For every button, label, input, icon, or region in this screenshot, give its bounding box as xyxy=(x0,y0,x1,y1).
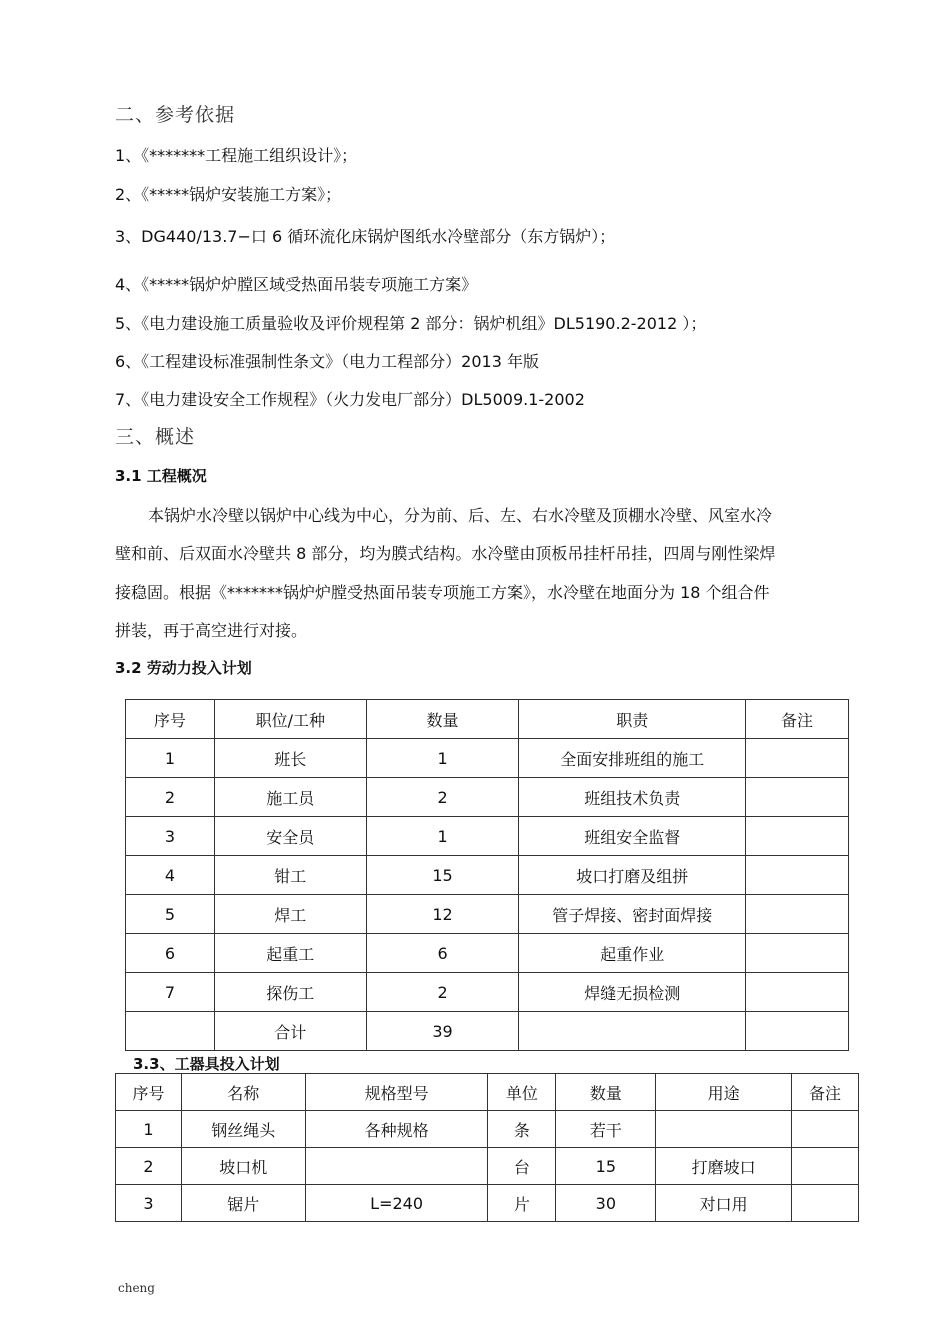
table-cell: 2 xyxy=(366,778,519,817)
table-cell: 15 xyxy=(366,856,519,895)
tools-plan-table xyxy=(115,1073,859,1222)
table-cell: 对口用 xyxy=(656,1185,792,1222)
table-row xyxy=(126,973,849,1012)
table-cell xyxy=(746,856,849,895)
header-cell: 单位 xyxy=(488,1074,556,1111)
reference-item: 7、《电力建设安全工作规程》（火力发电厂部分）DL5009.1-2002 xyxy=(115,390,585,409)
reference-item: 2、《*****锅炉安装施工方案》； xyxy=(115,185,342,204)
table-cell: 3 xyxy=(126,817,215,856)
header-cell: 备注 xyxy=(746,700,849,739)
table-cell: 合计 xyxy=(214,1012,366,1051)
subsection-heading-tools-plan: 3.3、工器具投入计划 xyxy=(133,1055,280,1073)
table-cell xyxy=(792,1111,859,1148)
header-cell: 数量 xyxy=(556,1074,656,1111)
header-cell: 职位/工种 xyxy=(214,700,366,739)
table-cell: 班组安全监督 xyxy=(519,817,746,856)
table-row xyxy=(126,739,849,778)
table-header-row xyxy=(116,1074,859,1111)
table-cell: 2 xyxy=(366,973,519,1012)
table-cell: 1 xyxy=(366,739,519,778)
subsection-heading-labor-plan: 3.2 劳动力投入计划 xyxy=(115,659,252,677)
table-cell: 39 xyxy=(366,1012,519,1051)
table-cell: 1 xyxy=(116,1111,182,1148)
table-cell: 1 xyxy=(126,739,215,778)
table-cell: 安全员 xyxy=(214,817,366,856)
page-footer-text: cheng xyxy=(118,1281,155,1295)
reference-item: 3、DG440/13.7−口 6 循环流化床锅炉图纸水冷壁部分（东方锅炉）； xyxy=(115,227,616,246)
table-cell: 班组技术负责 xyxy=(519,778,746,817)
table-cell: 1 xyxy=(366,817,519,856)
header-cell: 名称 xyxy=(181,1074,305,1111)
table-cell: 若干 xyxy=(556,1111,656,1148)
table-row xyxy=(116,1148,859,1185)
table-cell: 6 xyxy=(366,934,519,973)
header-cell: 序号 xyxy=(116,1074,182,1111)
reference-item: 4、《*****锅炉炉膛区域受热面吊装专项施工方案》 xyxy=(115,275,478,294)
table-cell: 钢丝绳头 xyxy=(181,1111,305,1148)
table-cell xyxy=(126,1012,215,1051)
table-cell xyxy=(746,895,849,934)
labor-plan-table xyxy=(125,699,849,1051)
reference-item: 1、《*******工程施工组织设计》； xyxy=(115,146,358,165)
header-cell: 数量 xyxy=(366,700,519,739)
table-cell: 条 xyxy=(488,1111,556,1148)
table-cell: 钳工 xyxy=(214,856,366,895)
table-cell xyxy=(656,1111,792,1148)
table-cell: 各种规格 xyxy=(305,1111,488,1148)
table-cell xyxy=(746,1012,849,1051)
table-cell xyxy=(519,1012,746,1051)
table-header-row xyxy=(126,700,849,739)
table-cell: 片 xyxy=(488,1185,556,1222)
table-cell xyxy=(792,1148,859,1185)
table-cell: 台 xyxy=(488,1148,556,1185)
section-heading-references: 二、参考依据 xyxy=(115,104,236,126)
table-cell xyxy=(746,817,849,856)
overview-paragraph-line: 壁和前、后双面水冷壁共 8 部分，均为膜式结构。水冷壁由顶板吊挂杆吊挂，四周与刚性梁焊 xyxy=(115,544,776,563)
table-cell: 5 xyxy=(126,895,215,934)
table-cell: 3 xyxy=(116,1185,182,1222)
table-cell xyxy=(746,739,849,778)
table-cell: 起重工 xyxy=(214,934,366,973)
table-cell: 施工员 xyxy=(214,778,366,817)
table-cell: 6 xyxy=(126,934,215,973)
header-cell: 职责 xyxy=(519,700,746,739)
table-cell: 管子焊接、密封面焊接 xyxy=(519,895,746,934)
table-cell: 15 xyxy=(556,1148,656,1185)
reference-item: 6、《工程建设标准强制性条文》（电力工程部分）2013 年版 xyxy=(115,352,539,371)
table-row xyxy=(126,895,849,934)
table-total-row xyxy=(126,1012,849,1051)
table-row xyxy=(116,1185,859,1222)
table-cell: L=240 xyxy=(305,1185,488,1222)
table-cell xyxy=(746,934,849,973)
table-cell: 焊工 xyxy=(214,895,366,934)
header-cell: 备注 xyxy=(792,1074,859,1111)
table-row xyxy=(126,778,849,817)
table-cell: 锯片 xyxy=(181,1185,305,1222)
table-cell: 坡口打磨及组拼 xyxy=(519,856,746,895)
header-cell: 序号 xyxy=(126,700,215,739)
section-heading-overview: 三、概述 xyxy=(115,426,196,448)
table-cell: 2 xyxy=(126,778,215,817)
subsection-heading-project-overview: 3.1 工程概况 xyxy=(115,467,207,485)
table-cell xyxy=(746,778,849,817)
header-cell: 规格型号 xyxy=(305,1074,488,1111)
table-cell: 起重作业 xyxy=(519,934,746,973)
table-cell: 焊缝无损检测 xyxy=(519,973,746,1012)
table-cell: 全面安排班组的施工 xyxy=(519,739,746,778)
table-cell xyxy=(792,1185,859,1222)
table-cell xyxy=(305,1148,488,1185)
overview-paragraph-line: 接稳固。根据《*******锅炉炉膛受热面吊装专项施工方案》，水冷壁在地面分为 18 个组合件 xyxy=(115,583,770,602)
table-row xyxy=(126,934,849,973)
table-cell: 4 xyxy=(126,856,215,895)
table-cell: 2 xyxy=(116,1148,182,1185)
table-cell xyxy=(746,973,849,1012)
reference-item: 5、《电力建设施工质量验收及评价规程第 2 部分：锅炉机组》DL5190.2-2012 ）； xyxy=(115,314,707,333)
table-cell: 7 xyxy=(126,973,215,1012)
header-cell: 用途 xyxy=(656,1074,792,1111)
table-cell: 探伤工 xyxy=(214,973,366,1012)
table-cell: 12 xyxy=(366,895,519,934)
table-cell: 班长 xyxy=(214,739,366,778)
table-row xyxy=(116,1111,859,1148)
table-cell: 30 xyxy=(556,1185,656,1222)
overview-paragraph-line: 本锅炉水冷壁以锅炉中心线为中心，分为前、后、左、右水冷壁及顶棚水冷壁、风室水冷 xyxy=(148,506,773,525)
table-row xyxy=(126,856,849,895)
table-cell: 坡口机 xyxy=(181,1148,305,1185)
table-cell: 打磨坡口 xyxy=(656,1148,792,1185)
overview-paragraph-line: 拼装，再于高空进行对接。 xyxy=(115,621,308,640)
table-row xyxy=(126,817,849,856)
